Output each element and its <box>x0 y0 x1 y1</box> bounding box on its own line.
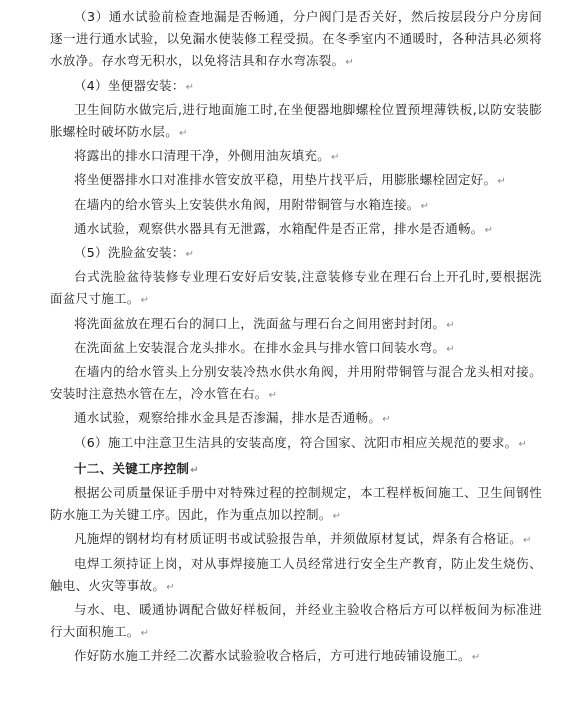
paragraph-text: 在墙内的给水管头上安装供水角阀，用附带铜管与水箱连接。 <box>74 196 420 212</box>
paragraph-mark-icon: ↵ <box>140 295 150 307</box>
paragraph-mark-icon: ↵ <box>185 81 195 93</box>
paragraph-text: 将洗面盆放在理石台的洞口上，洗面盆与理石台之间用密封封闭。 <box>74 315 446 331</box>
paragraph-key-process-rule <box>50 482 542 528</box>
paragraph-welder-safety <box>50 553 542 599</box>
paragraph-text: 凡施焊的钢材均有材质证明书或试验报告单，并须做原材复试，焊条有合格证。 <box>74 531 523 547</box>
paragraph-text: 电焊工须持证上岗，对从事焊接施工人员经常进行安全生产教育，防止发生烧伤、触电、火灾等事故。 <box>50 555 542 593</box>
paragraph-angle-valve <box>50 194 542 218</box>
paragraph-text: 根据公司质量保证手册中对特殊过程的控制规定，本工程样板间施工、卫生间钢性防水施工为关键工序。因此，作为重点加以控制。 <box>50 485 542 523</box>
paragraph-mark-icon: ↵ <box>268 390 278 402</box>
paragraph-text: 台式洗脸盆待装修专业理石安好后安装,注意装修专业在理石台上开孔时,要根据洗面盆尺寸施工。 <box>50 269 542 307</box>
paragraph-sample-room <box>50 599 542 645</box>
paragraph-toilet-anchor <box>50 99 542 145</box>
paragraph-mark-icon: ↵ <box>331 152 340 164</box>
subheading-basin-install <box>50 242 542 266</box>
paragraph-text: （4）坐便器安装： <box>74 77 185 93</box>
paragraph-text: 通水试验，观察给排水金具是否渗漏，排水是否通畅。 <box>74 410 382 426</box>
paragraph-mark-icon: ↵ <box>484 224 494 236</box>
paragraph-text: 作好防水施工并经二次蓄水试验验收合格后，方可进行地砖铺设施工。 <box>74 648 471 664</box>
paragraph-text: 将坐便器排水口对准排水管安放平稳，用垫片找平后，用膨胀螺栓固定好。 <box>74 172 497 188</box>
paragraph-install-height <box>50 432 542 456</box>
paragraph-text: （6）施工中注意卫生洁具的安装高度，符合国家、沈阳市相应关规范的要求。 <box>74 434 518 450</box>
heading-text: 十二、关键工序控制 <box>74 460 190 476</box>
paragraph-mark-icon: ↵ <box>446 343 455 355</box>
paragraph-text: 与水、电、暖通协调配合做好样板间，并经业主验收合格后方可以样板间为标准进行大面积施工。 <box>50 602 542 640</box>
paragraph-basin-counter <box>50 266 542 312</box>
paragraph-mark-icon: ↵ <box>140 628 150 640</box>
paragraph-text: 在墙内的给水管头上分别安装冷热水供水角阀，并用附带铜管与混合龙头相对接。安装时注意热水管在左，冷水管在右。 <box>50 364 542 402</box>
paragraph-mark-icon: ↵ <box>185 249 195 261</box>
paragraph-text: 卫生间防水做完后,进行地面施工时,在坐便器地脚螺栓位置预埋薄铁板,以防安装膨胀螺栓时破坏防水层。 <box>50 101 542 140</box>
paragraph-mark-icon: ↵ <box>190 464 199 476</box>
paragraph-text: （5）洗脸盆安装： <box>74 245 185 261</box>
paragraph-text: 将露出的排水口清理干净，外侧用油灰填充。 <box>74 148 331 164</box>
paragraph-mark-icon: ↵ <box>332 511 342 523</box>
paragraph-mark-icon: ↵ <box>345 57 355 69</box>
paragraph-flush-test <box>50 6 542 75</box>
paragraph-mark-icon: ↵ <box>518 438 528 450</box>
section-heading-key-process <box>50 458 542 482</box>
paragraph-text: （3）通水试验前检查地漏是否畅通，分户阀门是否关好，然后按层段分户分房间逐一进行通水试验，以免漏水使装修工程受损。在冬季室内不通暖时，各种洁具必须将水放净。存水弯无积水，以免将洁具和存水弯冻裂。 <box>50 9 542 69</box>
paragraph-mark-icon: ↵ <box>446 319 455 331</box>
paragraph-hot-cold-valves <box>50 361 542 407</box>
paragraph-welding-material <box>50 528 542 552</box>
paragraph-basin-test <box>50 407 542 431</box>
subheading-toilet-install <box>50 75 542 99</box>
paragraph-text: 通水试验，观察供水器具有无泄露，水箱配件是否正常，排水是否通畅。 <box>74 220 484 236</box>
paragraph-waterproof-test <box>50 645 542 669</box>
paragraph-mark-icon: ↵ <box>382 414 391 426</box>
paragraph-toilet-align <box>50 169 542 193</box>
paragraph-basin-seal <box>50 313 542 337</box>
paragraph-mark-icon: ↵ <box>523 535 532 547</box>
paragraph-mark-icon: ↵ <box>166 581 175 593</box>
paragraph-text: 在洗面盆上安装混合龙头排水。在排水金具与排水管口间装水弯。 <box>74 339 446 355</box>
paragraph-basin-faucet <box>50 337 542 361</box>
paragraph-toilet-test <box>50 218 542 242</box>
paragraph-mark-icon: ↵ <box>497 176 507 188</box>
paragraph-mark-icon: ↵ <box>179 128 188 140</box>
paragraph-mark-icon: ↵ <box>420 200 430 212</box>
paragraph-mark-icon: ↵ <box>471 652 481 664</box>
paragraph-drain-clean <box>50 145 542 169</box>
